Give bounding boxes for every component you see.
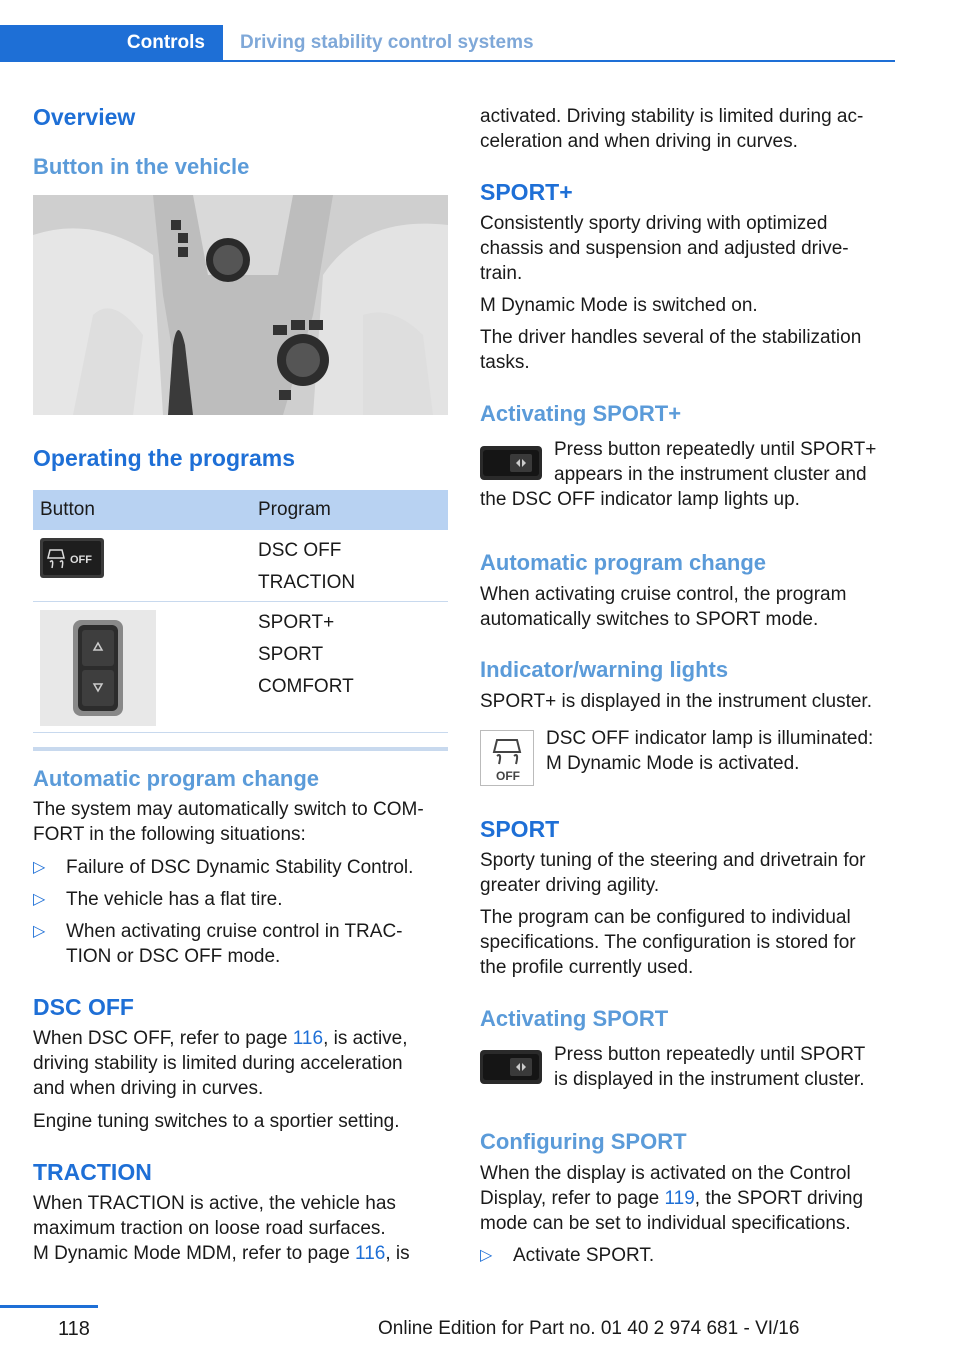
- table-cell-button: [33, 602, 251, 732]
- auto-change-line-1: The system may automatically switch to COM-: [33, 799, 424, 820]
- page-link-116[interactable]: 116: [292, 1028, 324, 1049]
- indicator-line-3: M Dynamic Mode is activated.: [546, 753, 800, 774]
- programs-table: [33, 490, 448, 751]
- activating-sport-heading: Activating SPORT: [480, 1006, 669, 1031]
- act-sport-plus-line-2: appears in the instrument cluster and: [554, 464, 867, 485]
- sport-line-1: Sporty tuning of the steering and drivetrain for: [480, 850, 866, 871]
- triangle-bullet-icon: ▷: [33, 859, 46, 876]
- activating-sport-plus-heading: Activating SPORT+: [480, 401, 682, 426]
- rocker-switch-icon: [40, 610, 156, 726]
- triangle-bullet-icon: ▷: [33, 891, 46, 908]
- traction-line-2: maximum traction on loose road surfaces.: [33, 1218, 386, 1239]
- continuation-line-1: activated. Driving stability is limited during ac-: [480, 106, 864, 127]
- program-sport: SPORT: [258, 644, 324, 665]
- sport-plus-line-5: The driver handles several of the stabilization: [480, 327, 862, 348]
- act-sport-line-2: is displayed in the instrument cluster.: [554, 1069, 865, 1090]
- sport-line-2: greater driving agility.: [480, 875, 660, 896]
- auto-change-right-line-1: When activating cruise control, the program: [480, 584, 847, 605]
- sport-plus-line-4: M Dynamic Mode is switched on.: [480, 295, 758, 316]
- page-header: [0, 25, 895, 62]
- triangle-bullet-icon: ▷: [480, 1247, 493, 1264]
- auto-change-line-2: FORT in the following situations:: [33, 824, 306, 845]
- svg-text:OFF: OFF: [496, 769, 520, 783]
- dsc-off-line-3: and when driving in curves.: [33, 1078, 264, 1099]
- dsc-off-indicator-icon: [480, 730, 534, 786]
- table-cell-programs: [251, 602, 354, 732]
- program-sport-plus: SPORT+: [258, 612, 335, 633]
- dsc-off-line-4: Engine tuning switches to a sportier setting.: [33, 1111, 400, 1132]
- continuation-line-2: celeration and when driving in curves.: [480, 131, 798, 152]
- traction-heading: TRACTION: [33, 1159, 152, 1185]
- tab-driving-stability[interactable]: Driving stability control systems: [240, 31, 534, 53]
- sport-heading: SPORT: [480, 816, 560, 842]
- config-line-1: When the display is activated on the Control: [480, 1163, 851, 1184]
- indicator-line-2: DSC OFF indicator lamp is illuminated:: [546, 728, 874, 749]
- dsc-off-heading: DSC OFF: [33, 994, 134, 1020]
- tab-controls[interactable]: Controls: [0, 25, 223, 60]
- auto-change-heading-right: Automatic program change: [480, 550, 767, 575]
- page-link-119[interactable]: 119: [664, 1188, 695, 1209]
- program-dsc-off: DSC OFF: [258, 540, 342, 561]
- sport-plus-line-1: Consistently sporty driving with optimized: [480, 213, 828, 234]
- dsc-off-button-icon: [40, 538, 104, 578]
- indicator-line-1: SPORT+ is displayed in the instrument cluster.: [480, 691, 872, 712]
- edition-note: Online Edition for Part no. 01 40 2 974 681 - VI/16: [378, 1318, 800, 1339]
- program-comfort: COMFORT: [258, 676, 354, 697]
- table-row: [33, 602, 448, 733]
- col-header-program: Program: [258, 499, 331, 520]
- act-sport-plus-line-1: Press button repeatedly until SPORT+: [554, 439, 877, 460]
- table-cell-programs: [251, 530, 355, 601]
- center-console-photo: [33, 195, 448, 415]
- sport-line-5: the profile currently used.: [480, 957, 694, 978]
- svg-text:OFF: OFF: [70, 554, 92, 566]
- operating-programs-heading: Operating the programs: [33, 445, 295, 471]
- indicator-heading: Indicator/warning lights: [480, 657, 729, 682]
- overview-heading: Overview: [33, 104, 136, 130]
- program-traction: TRACTION: [258, 572, 356, 593]
- sport-plus-line-6: tasks.: [480, 352, 530, 373]
- config-line-3: mode can be set to individual specifications.: [480, 1213, 851, 1234]
- act-sport-plus-line-3: the DSC OFF indicator lamp lights up.: [480, 489, 800, 510]
- header-divider: [0, 60, 895, 62]
- auto-change-right-line-2: automatically switches to SPORT mode.: [480, 609, 819, 630]
- footer-rule: [0, 1305, 98, 1308]
- act-sport-line-1: Press button repeatedly until SPORT: [554, 1044, 866, 1065]
- sport-rocker-button-icon: [480, 1050, 542, 1084]
- col-header-button: Button: [40, 499, 95, 520]
- button-in-vehicle-heading: Button in the vehicle: [33, 154, 250, 179]
- sport-line-4: specifications. The configuration is stored for: [480, 932, 856, 953]
- table-bottom-rule: [33, 747, 448, 751]
- sport-plus-line-3: train.: [480, 263, 523, 284]
- traction-line-1: When TRACTION is active, the vehicle has: [33, 1193, 396, 1214]
- traction-line-3: M Dynamic Mode MDM, refer to page 116, is: [33, 1243, 410, 1264]
- list-item-continuation: TION or DSC OFF mode.: [66, 946, 281, 967]
- configuring-sport-heading: Configuring SPORT: [480, 1129, 687, 1154]
- config-line-2: Display, refer to page 119, the SPORT driving: [480, 1188, 864, 1209]
- dsc-off-line-2: driving stability is limited during acceleration: [33, 1053, 403, 1074]
- sport-rocker-button-icon: [480, 446, 542, 480]
- table-cell-button: [33, 530, 251, 601]
- sport-plus-line-2: chassis and suspension and adjusted drive-: [480, 238, 849, 259]
- auto-change-heading-left: Automatic program change: [33, 766, 320, 791]
- sport-plus-heading: SPORT+: [480, 179, 573, 205]
- page-link-116[interactable]: 116: [355, 1243, 386, 1264]
- table-header-row: [33, 490, 448, 530]
- table-row: [33, 530, 448, 602]
- dsc-off-line-1: When DSC OFF, refer to page 116, is active,: [33, 1028, 408, 1049]
- triangle-bullet-icon: ▷: [33, 923, 46, 940]
- page-number: 118: [58, 1318, 90, 1340]
- sport-line-3: The program can be configured to individual: [480, 907, 851, 928]
